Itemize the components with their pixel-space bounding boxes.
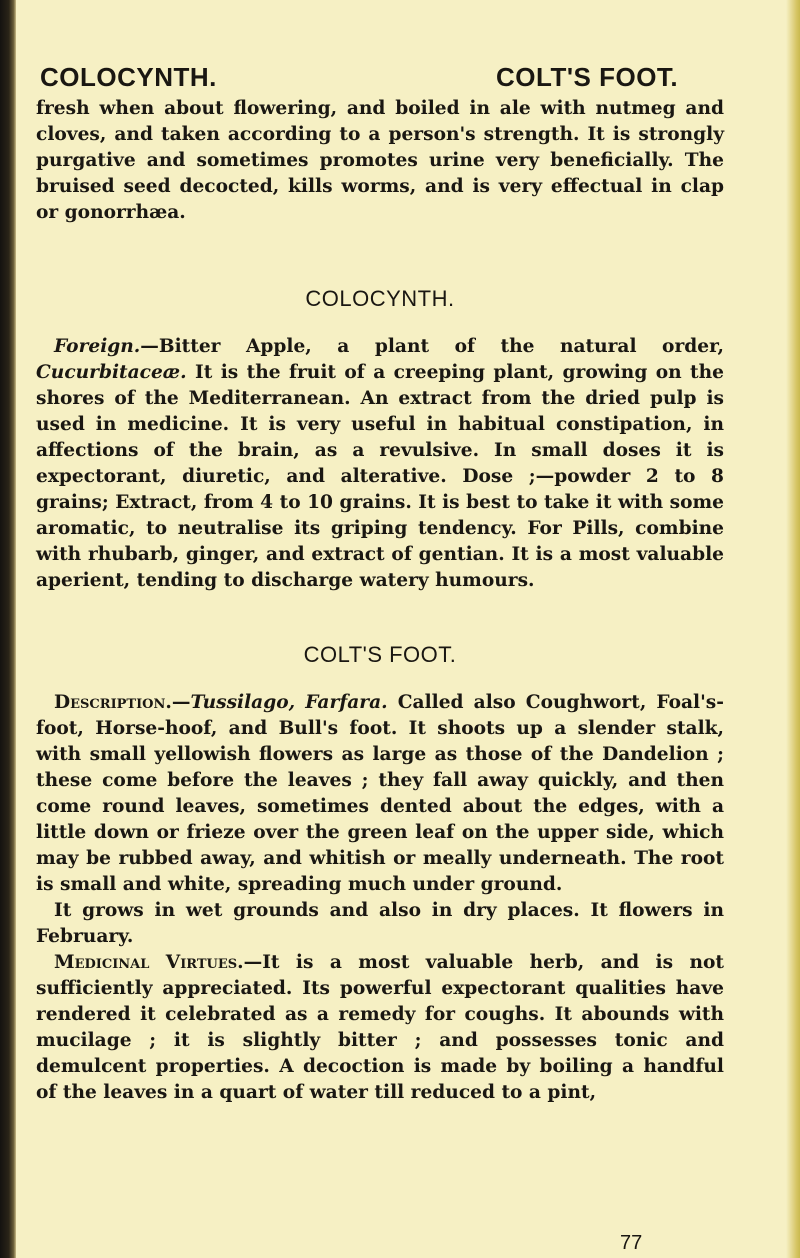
coltsfoot-entry bbox=[36, 690, 724, 1106]
description-text: Called also Coughwort, Foal's-foot, Horse-hoof, and Bull's foot. It shoots up a slender stalk, with small yellowish flowers as large as those of the Dandelion ; these come before the leaves ; they fall away quickly, and then come round leaves, sometimes dented about the edges, with a little down or frieze over the green leaf on the upper side, which may be rubbed away, and whitish or meally underneath. The root is small and white, spreading much under ground. bbox=[36, 692, 724, 895]
description-dash: — bbox=[171, 692, 191, 713]
colocynth-text-2: It is the fruit of a creeping plant, growing on the shores of the Mediterranean. An extract from the dried pulp is used in medicine. It is very useful in habitual constipation, in affections of the brain, as a revulsive. In small doses it is expectorant, diuretic, and alterative. Dose ;—powder 2 to 8 grains; Extract, from 4 to 10 grains. It is best to take it with some aromatic, to neutralise its griping tendency. For Pills, combine with rhubarb, ginger, and extract of gentian. It is a most valuable aperient, tending to discharge watery humours. bbox=[36, 362, 724, 591]
section-heading-coltsfoot: COLT'S FOOT. bbox=[303, 642, 457, 667]
colocynth-text-1: —Bitter Apple, a plant of the natural order, bbox=[140, 336, 724, 357]
binding-gutter bbox=[0, 0, 16, 1258]
coltsfoot-description bbox=[36, 690, 724, 898]
page-edge-shadow bbox=[786, 0, 800, 1258]
coltsfoot-habitat: It grows in wet grounds and also in dry places. It flowers in February. bbox=[36, 900, 724, 947]
continued-paragraph: fresh when about flowering, and boiled in ale with nutmeg and cloves, and taken according to a person's strength. It is strongly purgative and sometimes promotes urine very beneficially. The bruised seed decocted, kills worms, and is very effectual in clap or gonorrhæa. bbox=[36, 98, 724, 223]
coltsfoot-virtues bbox=[36, 950, 724, 1106]
colocynth-entry bbox=[36, 334, 724, 594]
virtues-text: —It is a most valuable herb, and is not sufficiently appreciated. Its powerful expectorant qualities have rendered it celebrated as a remedy for coughs. It abounds with mucilage ; it is slightly bitter ; and possesses tonic and demulcent properties. A decoction is made by boiling a handful of the leaves in a quart of water till reduced to a pint, bbox=[36, 952, 724, 1103]
colocynth-paragraph bbox=[36, 334, 724, 594]
colocynth-lead: Foreign. bbox=[54, 336, 141, 357]
running-head-right: COLT'S FOOT. bbox=[496, 62, 679, 92]
continued-paragraph-block bbox=[36, 96, 724, 226]
section-heading-colocynth: COLOCYNTH. bbox=[305, 286, 455, 311]
colocynth-order-name: Cucurbitaceæ. bbox=[36, 362, 187, 383]
page-number: 77 bbox=[620, 1232, 643, 1254]
virtues-label: Medicinal Virtues. bbox=[54, 952, 244, 973]
running-head-left: COLOCYNTH. bbox=[40, 62, 217, 92]
book-page bbox=[22, 0, 780, 1258]
latin-name: Tussilago, Farfara. bbox=[190, 692, 388, 713]
description-label: Description. bbox=[54, 692, 172, 713]
